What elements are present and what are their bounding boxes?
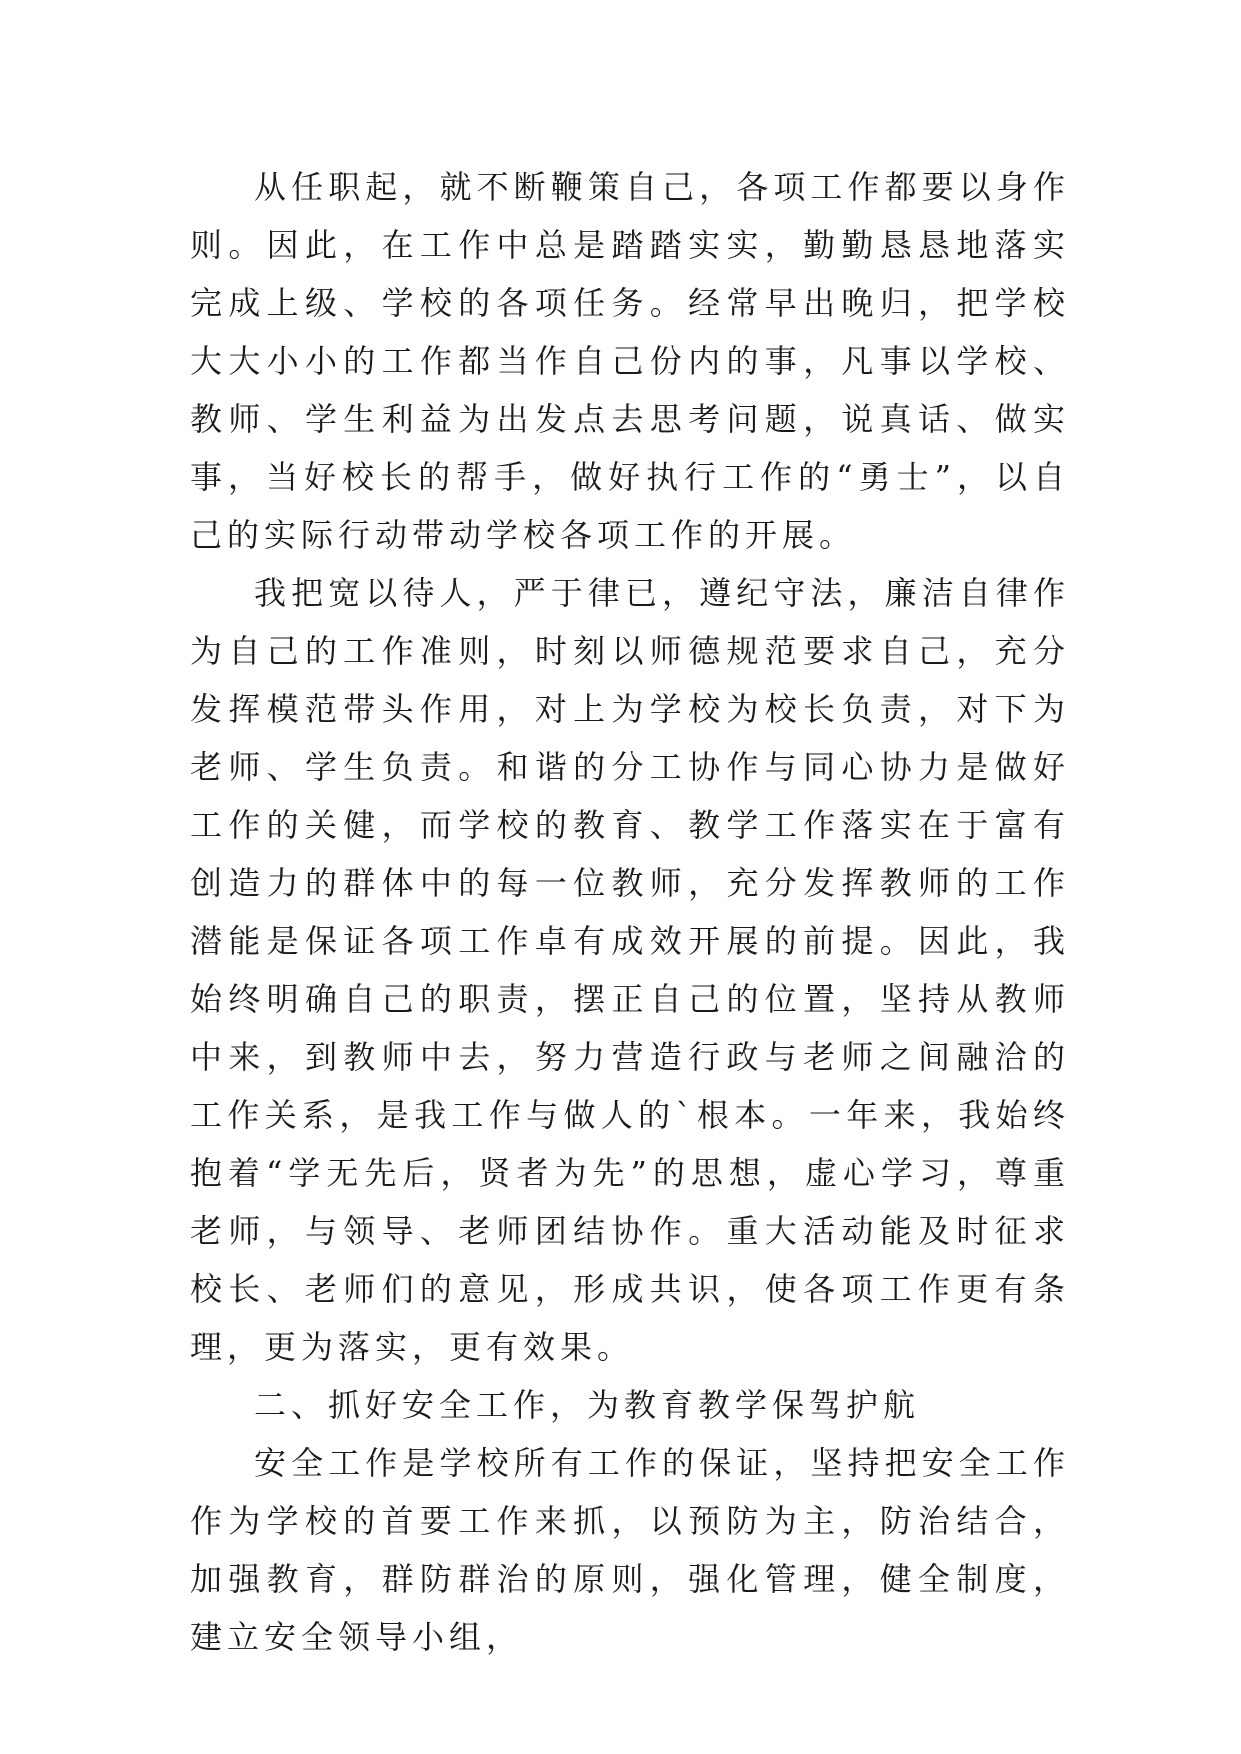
document-body bbox=[190, 158, 1070, 1666]
paragraph-1: 从任职起，就不断鞭策自己，各项工作都要以身作则。因此，在工作中总是踏踏实实，勤勤恳恳地落实完成上级、学校的各项任务。经常早出晚归，把学校大大小小的工作都当作自己份内的事，凡事以学校、教师、学生利益为出发点去思考问题，说真话、做实事，当好校长的帮手，做好执行工作的“勇士”，以自己的实际行动带动学校各项工作的开展。 bbox=[190, 168, 1070, 554]
paragraph-2: 我把宽以待人，严于律已，遵纪守法，廉洁自律作为自己的工作准则，时刻以师德规范要求自己，充分发挥模范带头作用，对上为学校为校长负责，对下为老师、学生负责。和谐的分工协作与同心协力是做好工作的关健，而学校的教育、教学工作落实在于富有创造力的群体中的每一位教师，充分发挥教师的工作潜能是保证各项工作卓有成效开展的前提。因此，我始终明确自己的职责，摆正自己的位置，坚持从教师中来，到教师中去，努力营造行政与老师之间融洽的工作关系，是我工作与做人的`根本。一年来，我始终抱着“学无先后，贤者为先”的思想，虚心学习，尊重老师，与领导、老师团结协作。重大活动能及时征求校长、老师们的意见，形成共识，使各项工作更有条理，更为落实，更有效果。 bbox=[190, 574, 1070, 1366]
section-paragraph: 安全工作是学校所有工作的保证，坚持把安全工作作为学校的首要工作来抓，以预防为主，防治结合，加强教育，群防群治的原则，强化管理，健全制度，建立安全领导小组， bbox=[190, 1444, 1070, 1656]
section-heading: 二、抓好安全工作，为教育教学保驾护航 bbox=[254, 1386, 921, 1424]
